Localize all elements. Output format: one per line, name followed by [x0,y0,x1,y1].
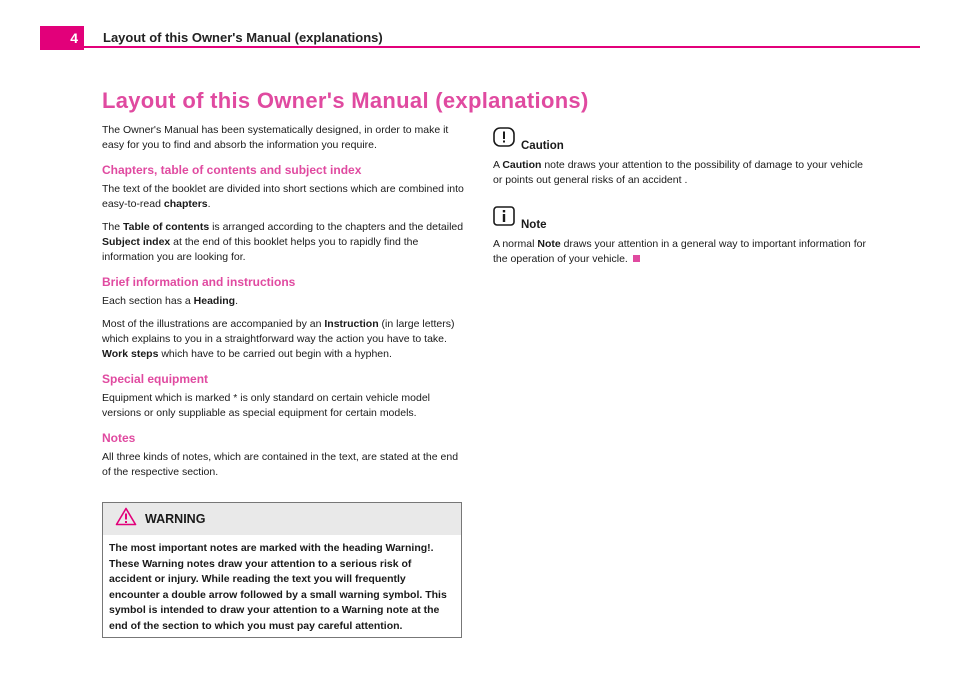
chapters-heading: Chapters, table of contents and subject index [102,163,362,177]
warning-header [103,503,461,535]
notes-heading: Notes [102,431,136,445]
note-label: Note [521,219,547,231]
brief-heading: Brief information and instructions [102,275,296,289]
special-equipment-heading: Special equipment [102,372,209,386]
caution-text: A Caution note draws your attention to the possibility of damage to your vehicle or points out general risks of an accident . [493,159,864,186]
intro-paragraph: The Owner's Manual has been systematically designed, in order to make it easy for you to find and absorb the information you require. [102,124,449,151]
brief-paragraph-1: Each section has a Heading. [102,295,238,307]
warning-label: WARNING [145,512,206,526]
header-rule [84,46,920,48]
left-column [102,123,464,638]
info-note [493,206,873,267]
end-of-section-square-icon [633,255,640,262]
brief-paragraph-2: Most of the illustrations are accompanied by an Instruction (in large letters) which explains to you in a straightforward way the action you have to take. Work steps which have to be carried out begin with a hyphen. [102,318,455,360]
note-header [493,206,873,231]
warning-body: The most important notes are marked with the heading Warning!. These Warning notes draw your attention to a serious risk of accident or injury. While reading the text you will frequently encounter a double arrow followed by a small warning symbol. This symbol is intended to draw your attention to a Warning note at the end of the section to which you must pay careful attention. [109,542,447,632]
caution-note [493,127,873,188]
warning-box [102,502,462,638]
note-text: A normal Note draws your attention in a general way to important information for the operation of your vehicle. [493,238,866,265]
caution-label: Caution [521,140,564,152]
chapters-paragraph-2: The Table of contents is arranged according to the chapters and the detailed Subject index at the end of this booklet helps you to rapidly find the information you are looking for. [102,221,464,263]
running-header: Layout of this Owner's Manual (explanations) [103,30,383,45]
warning-triangle-icon [115,507,137,531]
special-equipment-paragraph: Equipment which is marked * is only standard on certain vehicle model versions or only suppliable as special equipment for certain models. [102,392,430,419]
notes-paragraph: All three kinds of notes, which are contained in the text, are stated at the end of the respective section. [102,451,459,478]
right-column [493,127,873,285]
page-title: Layout of this Owner's Manual (explanations) [102,88,589,113]
chapters-paragraph-1: The text of the booklet are divided into short sections which are combined into easy-to-read chapters. [102,183,464,210]
caution-header [493,127,873,152]
page-number: 4 [40,26,84,50]
note-info-icon [493,206,515,231]
caution-exclamation-icon [493,127,515,152]
